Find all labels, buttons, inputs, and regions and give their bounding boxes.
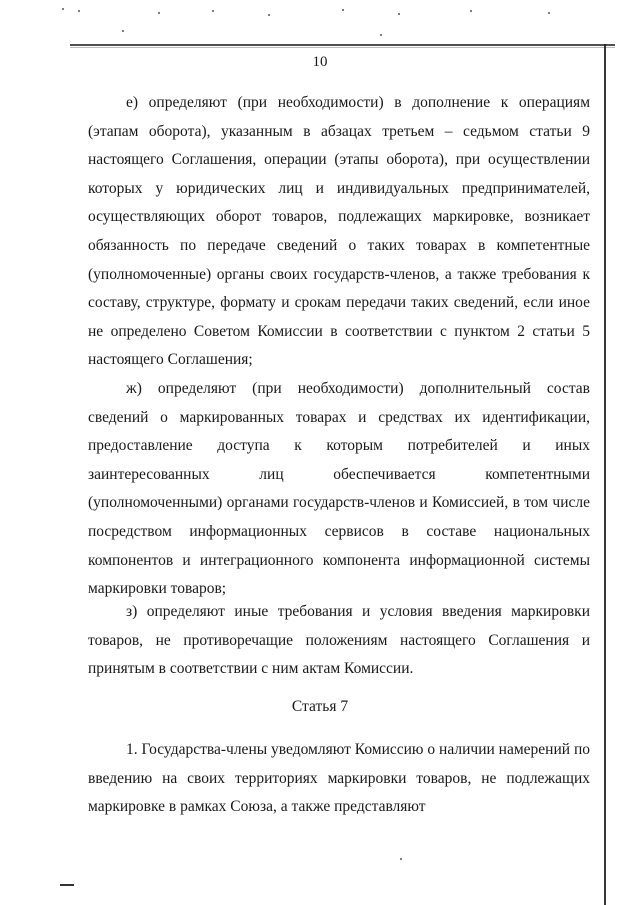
article-7-paragraph-1: 1. Государства-члены уведомляют Комиссию о наличии намерений по введению на своих территориях маркировки товаров, не подлежащих маркировке в рамках Союза, а также представляют xyxy=(88,741,590,816)
scan-speck xyxy=(158,12,160,14)
page-number: 10 xyxy=(312,54,328,70)
scan-right-border xyxy=(604,44,606,905)
scan-top-rule-shadow xyxy=(70,47,615,48)
paragraph-e: е) определяют (при необходимости) в дополнение к операциям (этапам оборота), указанным в абзацах третьем – седьмом статьи 9 настоящего Соглашения, операции (этапы оборота), при осуществлении которых у юридических лиц и индивидуальных предпринимателей, осуществляющих оборот товаров, подлежащих маркировке, возникает обязанность по передаче сведений о таких товарах в компетентные (уполномоченные) органы своих государств-членов, а также требования к составу, структуре, формату и срокам передачи таких сведений, если иное не определено Советом Комиссии в соответствии с пунктом 2 статьи 5 настоящего Соглашения; xyxy=(88,94,590,369)
scan-speck xyxy=(212,10,214,12)
scan-bottom-mark xyxy=(60,884,74,886)
scan-speck xyxy=(380,34,382,36)
scan-speck xyxy=(470,10,472,12)
scan-speck xyxy=(78,10,80,12)
scan-top-rule xyxy=(70,44,615,46)
scan-speck xyxy=(342,9,344,11)
scan-speck xyxy=(548,12,550,14)
scan-speck xyxy=(398,13,400,15)
scan-speck xyxy=(268,14,270,16)
paragraph-z: з) определяют иные требования и условия введения маркировки товаров, не противоречащие положениям настоящего Соглашения и принятым в соответствии с ним актам Комиссии. xyxy=(88,603,590,678)
scan-speck xyxy=(62,8,64,10)
scan-speck xyxy=(400,858,402,860)
paragraph-zh: ж) определяют (при необходимости) дополнительный состав сведений о маркированных товарах и средствах их идентификации, предоставление доступа к которым потребителей и иных заинтересованных лиц обеспечивается компетентными (уполномоченными) органами государств-членов и Комиссией, в том числе посредством информационных сервисов в составе национальных компонентов и интеграционного компонента информационной системы маркировки товаров; xyxy=(88,380,590,598)
article-heading: Статья 7 xyxy=(291,698,349,715)
scan-speck xyxy=(122,30,124,32)
